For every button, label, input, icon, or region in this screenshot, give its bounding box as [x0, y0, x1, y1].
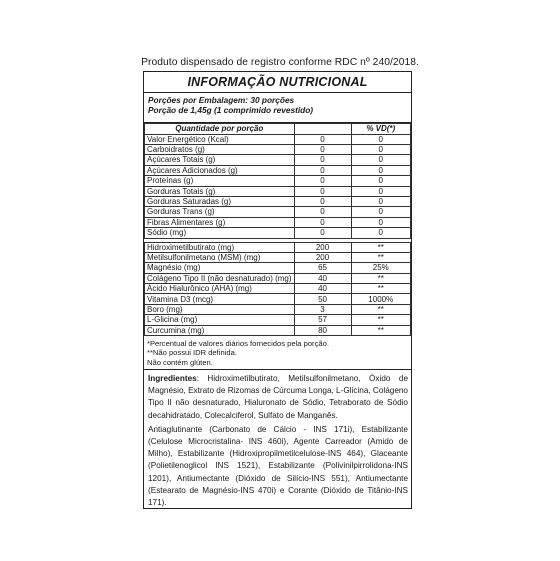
nutrient-amount: 0 [294, 134, 351, 144]
nutrient-dv: 0 [351, 176, 410, 186]
nutrient-name: Fibras Alimentares (g) [145, 217, 295, 227]
table-row [145, 144, 411, 154]
nutrient-amount: 0 [294, 207, 351, 217]
panel-title: INFORMAÇÃO NUTRICIONAL [144, 72, 411, 93]
nutrient-dv: ** [351, 325, 410, 335]
nutrient-name: Proteínas (g) [145, 176, 295, 186]
nutrient-name: Sódio (mg) [145, 228, 295, 238]
footnote-idr: **Não possui IDR definida. [147, 348, 237, 358]
nutrient-dv: 0 [351, 228, 410, 238]
serving-info [144, 93, 411, 123]
nutrient-amount: 65 [294, 263, 351, 273]
nutrient-name: Gorduras Trans (g) [145, 207, 295, 217]
nutrient-dv: 0 [351, 165, 410, 175]
footnotes [144, 336, 411, 370]
header-dv: % VD(*) [351, 124, 410, 135]
nutrient-amount: 80 [294, 325, 351, 335]
nutrient-amount: 40 [294, 273, 351, 283]
nutrient-amount: 0 [294, 165, 351, 175]
nutrition-table [144, 123, 411, 336]
table-row [145, 315, 411, 325]
nutrients-basic [145, 134, 411, 238]
additives-paragraph: Antiaglutinante (Carbonato de Cálcio - INS 171i), Estabilizante (Celulose Microcristalina- INS 460i), Agente Carreador (Amido de Milho), Estabilizante (Hidroxipropilmetilcelulose-INS 464), Glaceante (Polietilenoglicol INS 1521), Estabilizante (Polivinilpirrolidona-INS 1201), Antiumectante (Dióxido de Silício-INS 551), Antiumectante (Estearato de Magnésio-INS 470i) e Corante (Dióxido de Titânio-INS 171). [148, 424, 408, 507]
nutrient-amount: 0 [294, 186, 351, 196]
nutrient-dv: ** [351, 304, 410, 314]
nutrient-name: Açúcares Totais (g) [145, 155, 295, 165]
nutrient-dv: 0 [351, 196, 410, 206]
nutrient-name: Açúcares Adicionados (g) [145, 165, 295, 175]
nutrient-name: Ácido Hialurônico (AHA) (mg) [145, 284, 295, 294]
ingredients-label: Ingredientes [148, 373, 197, 383]
nutrient-name: Magnésio (mg) [145, 263, 295, 273]
footnote-dv: *Percentual de valores diários fornecidos pela porção. [147, 339, 329, 349]
nutrient-amount: 0 [294, 228, 351, 238]
nutrient-dv: ** [351, 252, 410, 262]
table-row [145, 186, 411, 196]
nutrient-dv: ** [351, 315, 410, 325]
table-row [145, 228, 411, 238]
table-row [145, 134, 411, 144]
table-header-row [145, 124, 411, 135]
table-row [145, 284, 411, 294]
nutrient-amount: 57 [294, 315, 351, 325]
nutrient-dv: 0 [351, 155, 410, 165]
table-row [145, 176, 411, 186]
nutrition-facts-panel [143, 71, 412, 509]
nutrient-dv: 0 [351, 217, 410, 227]
nutrient-name: Carboidratos (g) [145, 144, 295, 154]
nutrient-amount: 3 [294, 304, 351, 314]
nutrient-dv: 0 [351, 144, 410, 154]
table-row [145, 263, 411, 273]
nutrient-name: Gorduras Saturadas (g) [145, 196, 295, 206]
nutrient-dv: ** [351, 273, 410, 283]
table-row [145, 155, 411, 165]
nutrient-name: Boro (mg) [145, 304, 295, 314]
nutrient-amount: 50 [294, 294, 351, 304]
table-row [145, 325, 411, 335]
nutrient-name: Curcumina (mg) [145, 325, 295, 335]
nutrient-amount: 200 [294, 242, 351, 252]
table-row [145, 304, 411, 314]
nutrient-amount: 200 [294, 252, 351, 262]
nutrient-dv: ** [351, 284, 410, 294]
nutrient-name: Colágeno Tipo II (não desnaturado) (mg) [145, 273, 295, 283]
nutrient-amount: 40 [294, 284, 351, 294]
nutrient-dv: 0 [351, 186, 410, 196]
table-row [145, 242, 411, 252]
table-row [145, 165, 411, 175]
table-row [145, 252, 411, 262]
nutrient-name: L-Glicina (mg) [145, 315, 295, 325]
nutrient-name: Metilsulfonilmetano (MSM) (mg) [145, 252, 295, 262]
nutrient-amount: 0 [294, 144, 351, 154]
nutrient-dv: 1000% [351, 294, 410, 304]
nutrient-name: Vitamina D3 (mcg) [145, 294, 295, 304]
nutrient-amount: 0 [294, 217, 351, 227]
nutrient-name: Gorduras Totais (g) [145, 186, 295, 196]
table-row [145, 217, 411, 227]
nutrient-dv: ** [351, 242, 410, 252]
header-amount [294, 124, 351, 135]
nutrient-name: Hidroximetilbutirato (mg) [145, 242, 295, 252]
registration-disclaimer: Produto dispensado de registro conforme RDC nº 240/2018. [141, 57, 419, 68]
ingredients-paragraph [148, 373, 408, 422]
servings-per-package: Porções por Embalagem: 30 porções [148, 95, 295, 105]
nutrient-dv: 0 [351, 207, 410, 217]
nutrient-dv: 0 [351, 134, 410, 144]
footnote-gluten: Não contém glúten. [147, 357, 213, 367]
ingredients-text: : Hidroximetilbutirato, Metilsulfonilmetano, Óxido de Magnésio, Extrato de Rizomas de Cúrcuma Longa, L-Glicina, Colágeno Tipo II não desnaturado, Hialuronato de Sódio, Tetraborato de Sódio decahidratado, Colecalciferol, Sulfato de Manganês. [148, 373, 408, 420]
nutrient-amount: 0 [294, 196, 351, 206]
table-row [145, 273, 411, 283]
ingredients-block [144, 370, 411, 509]
table-row [145, 207, 411, 217]
header-nutrient: Quantidade por porção [145, 124, 295, 135]
table-row [145, 294, 411, 304]
serving-size: Porção de 1,45g (1 comprimido revestido) [148, 105, 314, 115]
nutrients-actives [145, 242, 411, 336]
nutrient-name: Valor Energético (Kcal) [145, 134, 295, 144]
table-row [145, 196, 411, 206]
nutrient-amount: 0 [294, 176, 351, 186]
nutrient-amount: 0 [294, 155, 351, 165]
nutrient-dv: 25% [351, 263, 410, 273]
